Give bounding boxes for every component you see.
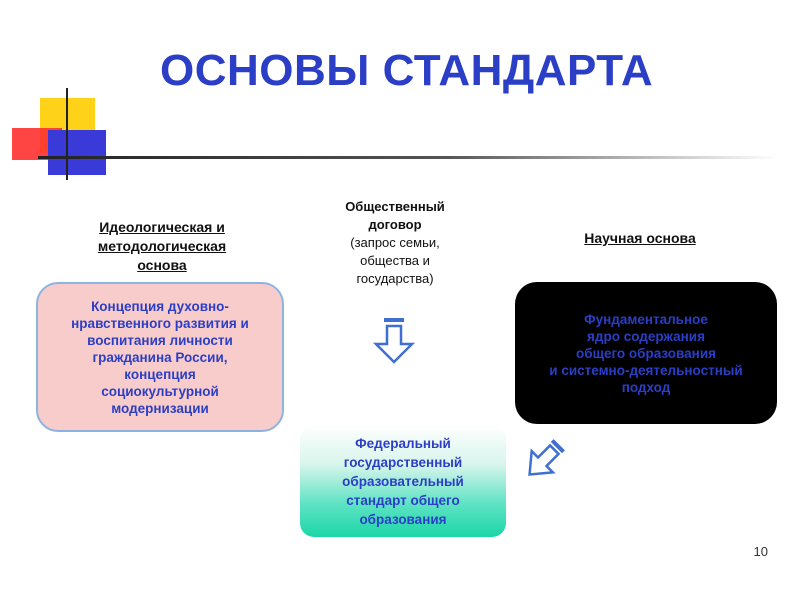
heading-social-contract bbox=[310, 198, 480, 288]
heading-ideological-basis: Идеологическая и методологическая основа bbox=[97, 219, 227, 273]
heading-scientific-basis: Научная основа bbox=[584, 230, 696, 246]
fundamental-core-box: Фундаментальное ядро содержания общего образования и системно-деятельностный подход bbox=[515, 282, 777, 424]
heading-social-contract-note: (запрос семьи, общества и государства) bbox=[350, 235, 440, 286]
slide-title: ОСНОВЫ СТАНДАРТА bbox=[160, 46, 654, 95]
arrow-down-icon bbox=[370, 316, 418, 366]
concept-box: Концепция духовно- нравственного развития и воспитания личности гражданина России, концепция социокультурной модернизации bbox=[36, 282, 284, 432]
logo-blue-square bbox=[48, 130, 106, 175]
page-number: 10 bbox=[753, 544, 768, 559]
heading-social-contract-title: Общественный договор bbox=[345, 199, 445, 232]
title-divider-line bbox=[38, 156, 778, 159]
fgos-standard-box: Федеральный государственный образовательный стандарт общего образования bbox=[300, 425, 506, 537]
arrow-diagonal-icon bbox=[518, 436, 568, 486]
logo-vertical-line bbox=[66, 88, 68, 180]
